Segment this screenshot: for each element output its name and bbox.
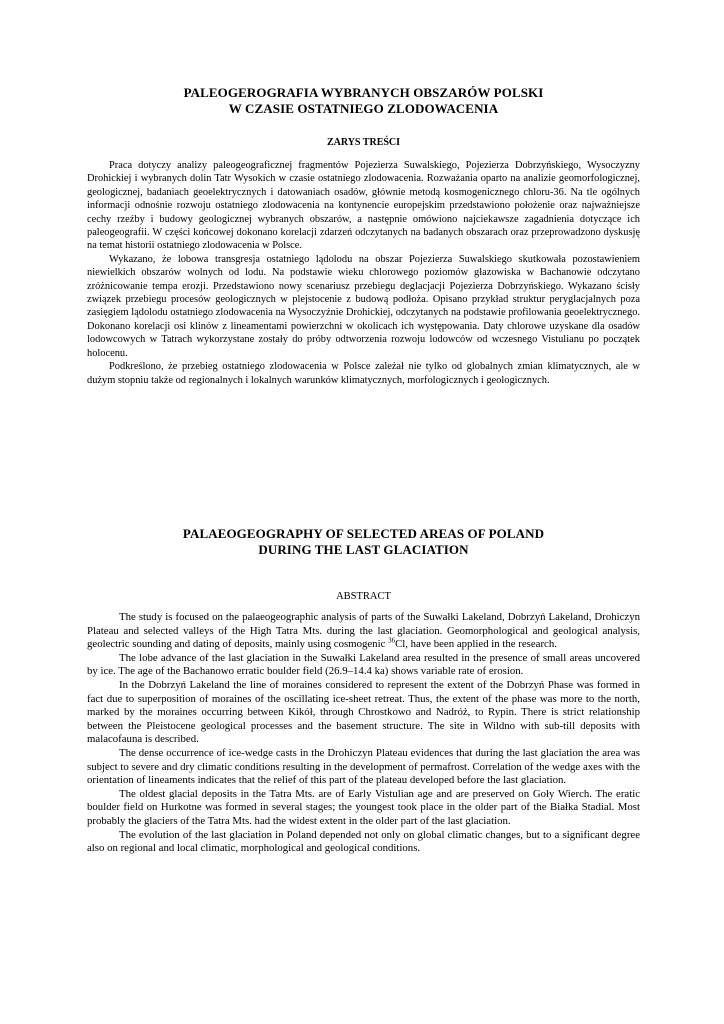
polish-title-line-1: PALEOGEROGRAFIA WYBRANYCH OBSZARÓW POLSKI xyxy=(183,85,544,100)
english-paragraph-2: The lobe advance of the last glaciation in the Suwałki Lakeland area resulted in the presence of small areas uncovered by ice. The age of the Bachanowo erratic boulder field (26.9–14.4 ka) shows variable rate of erosion. xyxy=(87,651,640,678)
english-paragraph-3: In the Dobrzyń Lakeland the line of moraines considered to represent the extent of the Dobrzyń Phase was formed in fact due to superposition of moraines of the oscillating ice-sheet retreat. Thus, the extent of the phase was more to the north, marked by the moraines occurring between Kikół, through Chrostkowo and Nadróż, to Rypin. There is strict relationship between the Pleistocene geological processes and the basement structure. The site in Wildno with sub-till deposits with malacofauna is described. xyxy=(87,678,640,746)
english-paragraph-5: The oldest glacial deposits in the Tatra Mts. are of Early Vistulian age and are preserved on Goły Wierch. The eratic boulder field on Hurkotne was formed in several stages; the youngest took place in the older part of the Białka Stadial. Most probably the glaciers of the Tatra Mts. had the widest extent in the older part of the last glaciation. xyxy=(87,787,640,827)
english-paragraph-4: The dense occurrence of ice-wedge casts in the Drohiczyn Plateau evidences that during the last glaciation the area was subject to severe and dry climatic conditions resulting in the development of permafrost. Correlation of the wedge axes with the orientation of lineaments indicates that the relief of this part of the plateau developed before the last glaciation. xyxy=(87,746,640,787)
english-title-line-1: PALAEOGEOGRAPHY OF SELECTED AREAS OF POLAND xyxy=(182,526,545,541)
english-subheading: ABSTRACT xyxy=(336,591,391,602)
polish-subheading: ZARYS TREŚCI xyxy=(326,137,401,148)
english-paragraph-1-text-b: Cl, have been applied in the research. xyxy=(395,638,557,651)
isotope-superscript: 36 xyxy=(388,636,396,645)
polish-section xyxy=(87,85,640,387)
english-paragraph-1 xyxy=(87,611,640,652)
polish-paragraph-3: Podkreślono, że przebieg ostatniego zlodowacenia w Polsce zależał nie tylko od globalnych zmian klimatycznych, ale w dużym stopniu także od regionalnych i lokalnych warunków klimatycznych, morfologicznych i geologicznych. xyxy=(87,361,640,386)
polish-title-line-2: W CZASIE OSTATNIEGO ZLODOWACENIA xyxy=(228,101,499,116)
english-title-line-2: DURING THE LAST GLACIATION xyxy=(258,542,469,557)
english-paragraph-1-text-a: The study is focused on the palaeogeographic analysis of parts of the Suwałki Lakeland, Dobrzyń Lakeland, Drohiczyn Plateau and selected valleys of the High Tatra Mts. during the last glaciation. Geomorphological and geological analysis, geolectric sounding and dating of deposits, mainly using cosmogenic xyxy=(87,611,640,651)
english-abstract-body xyxy=(87,611,640,856)
polish-paragraph-2: Wykazano, że lobowa transgresja ostatniego lądolodu na obszar Pojezierza Suwalskiego skutkowała pozostawieniem niewielkich obszarów wolnych od lodu. Na podstawie wieku chlorowego poziomów głazowiska w Bachanowie odczytano zróżnicowanie tempa erozji. Przedstawiono nowy scenariusz przebiegu deglacjacji Pojezierza Dobrzyńskiego. Wykazano ścisły związek przebiegu procesów geologicznych w plejstocenie z budową podłoża. Opisano przykład struktur peryglacjalnych poza zasięgiem lądolodu ostatniego zlodowacenia na Wysoczyźnie Drohickiej, odczytanych na podstawie profilowania geoelektrycznego. Dokonano korelacji osi klinów z lineamentami powierzchni w okolicach ich występowania. Daty chlorowe uzyskane dla osadów lodowcowych w Tatrach wykorzystane zostały do próby odtworzenia rozwoju lodowców od wczesnego Vistulianu po początek holocenu. xyxy=(87,253,640,359)
english-section xyxy=(87,526,640,856)
polish-title xyxy=(87,85,640,117)
polish-abstract-body xyxy=(87,159,640,387)
polish-paragraph-1: Praca dotyczy analizy paleogeograficznej fragmentów Pojezierza Suwalskiego, Pojezierza Dobrzyńskiego, Wysoczyzny Drohickiej i wybranych dolin Tatr Wysokich w czasie ostatniego zlodowacenia. Rozważania oparto na analizie geomorfologicznej, geologicznej, badaniach geoelektrycznych i datowaniach osadów, głównie metodą kosmogenicznego chloru-36. Na tle ogólnych informacji odnośnie rozwoju ostatniego zlodowacenia na kontynencie europejskim przedstawiono położenie oraz najważniejsze cechy rzeźby i budowy geologicznej wybranych obszarów, a następnie omówiono najciekawsze zagadnienia dotyczące ich paleogeografii. W części końcowej dokonano korelacji zdarzeń odczytanych na badanych obszarach oraz przeprowadzono dyskusję na temat historii ostatniego zlodowacenia w Polsce. xyxy=(87,160,640,252)
english-paragraph-6: The evolution of the last glaciation in Poland depended not only on global climatic changes, but to a significant degree also on regional and local climatic, morphological and geological conditions. xyxy=(87,828,640,855)
english-title xyxy=(87,526,640,558)
